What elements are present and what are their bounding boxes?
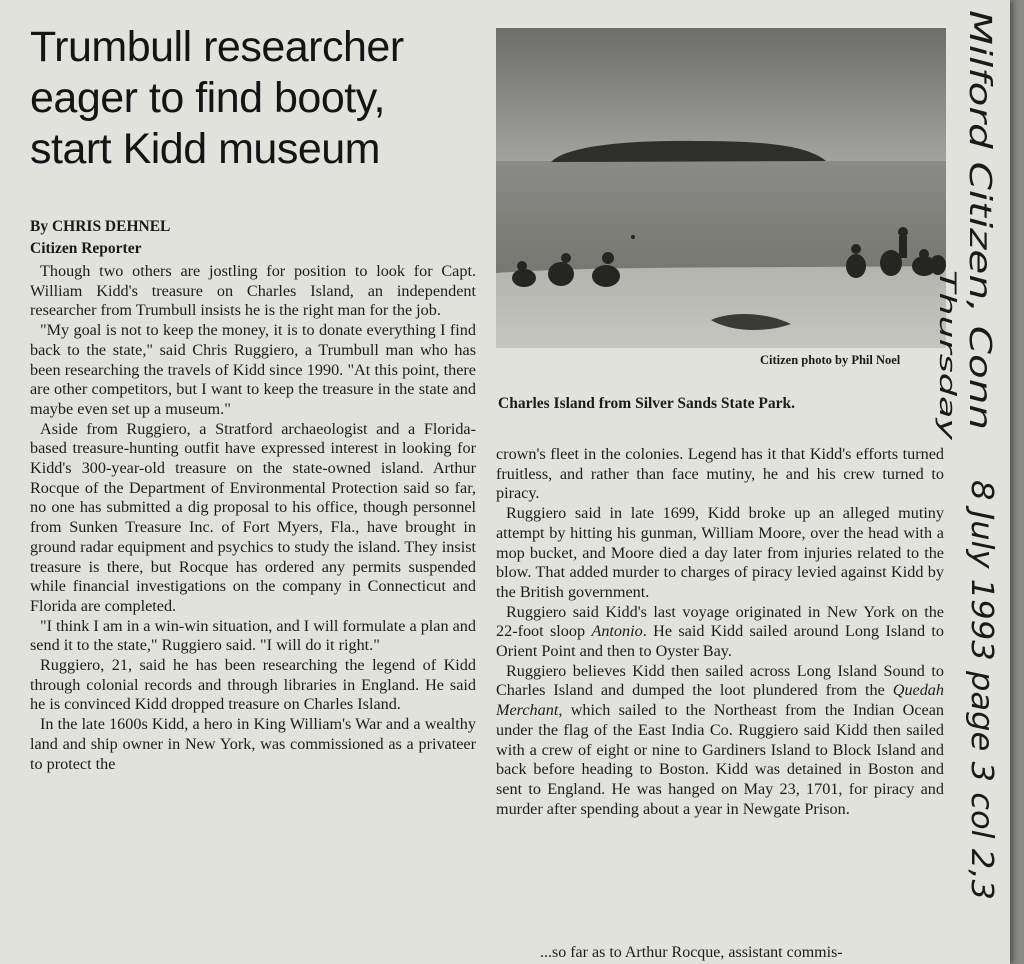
cut-off-text: ...so far as to Arthur Rocque, assistant commis- [540, 944, 843, 961]
headline [30, 22, 490, 175]
paragraph: Ruggiero, 21, said he has been researching the legend of Kidd through colonial records and through libraries in England. He said he is convinced Kidd dropped treasure on Charles Island. [30, 656, 476, 714]
paragraph: Aside from Ruggiero, a Stratford archaeologist and a Florida-based treasure-hunting outfit have expressed interest in looking for Kidd's 300-year-old treasure on the state-owned island. Arthur Rocque of the Department of Environmental Protection said so far, no one has submitted a dig proposal to his office, though personnel from Sunken Treasure Inc. of Fort Myers, Fla., have brought in ground radar equipment and psychics to study the island. They insist treasure is there, but Rocque has ordered any permits suspended while financial investigations on the company in Connecticut and Florida are completed. [30, 419, 476, 615]
text-span: . He said Kidd sailed around Long Island to Orient Point and then to Oyster Bay. [496, 622, 944, 661]
paragraph: "I think I am in a win-win situation, and I will formulate a plan and send it to the state," Ruggiero said. "I will do it right." [30, 616, 476, 655]
headline-line: Trumbull researcher [30, 23, 404, 71]
beach-photo [496, 28, 946, 348]
paragraph: Ruggiero said in late 1699, Kidd broke up an alleged mutiny attempt by hitting his gunman, William Moore, over the head with a mop bucket, and Moore died a day later from injuries related to the blow. That added murder to charges of piracy levied against Kidd by the British government. [496, 504, 944, 601]
photo-caption: Charles Island from Silver Sands State Park. [498, 395, 795, 412]
handwriting-line-3: 8 July 1993 page 3 col 2,3 [964, 480, 999, 872]
byline: By CHRIS DEHNEL [30, 218, 171, 235]
ship-name: Quedah Merchant [496, 681, 944, 720]
handwritten-note [934, 0, 1010, 964]
article-column-right [496, 445, 944, 819]
paragraph: In the late 1600s Kidd, a hero in King William's War and a wealthy land and ship owner in New York, was commissioned as a privateer to protect the [30, 715, 476, 773]
article-column-left [30, 262, 476, 774]
headline-line: start Kidd museum [30, 125, 380, 173]
text-span: , which sailed to the Northeast from the Indian Ocean under the flag of the East India Co. Ruggiero said Kidd then sailed with a crew of eight or nine to Gardiners Island to Block Island and back before heading to Boston. Kidd was detained in Boston and sent to England. He was hanged on May 23, 1701, for piracy and murder after spending about a year in Newgate Prison. [496, 701, 944, 818]
headline-line: eager to find booty, [30, 74, 385, 122]
paragraph [496, 662, 944, 820]
reporter-role: Citizen Reporter [30, 240, 142, 257]
ship-name: Antonio [591, 622, 643, 641]
paragraph: Though two others are jostling for position to look for Capt. William Kidd's treasure on Charles Island, an independent researcher from Trumbull insists he is the right man for the job. [30, 262, 476, 320]
text-span: Ruggiero believes Kidd then sailed across Long Island Sound to Charles Island and dumped the loot plundered from the [496, 661, 944, 700]
paragraph [496, 603, 944, 662]
photo-credit: Citizen photo by Phil Noel [760, 353, 901, 367]
paragraph: "My goal is not to keep the money, it is to donate everything I find back to the state," said Chris Ruggiero, a Trumbull man who has been researching the travels of Kidd since 1990. "At this point, there are other competitors, but I want to keep the treasure in the state and maybe even set up a museum." [30, 321, 476, 418]
text-span: Ruggiero said Kidd's last voyage originated in New York on the 22-foot sloop [496, 602, 944, 641]
handwriting-line-2: Thursday [934, 270, 959, 373]
handwriting-line-1: Milford Citizen, Conn [962, 10, 997, 322]
paragraph: crown's fleet in the colonies. Legend has it that Kidd's efforts turned fruitless, and rather than face mutiny, he and his crew turned to piracy. [496, 445, 944, 503]
